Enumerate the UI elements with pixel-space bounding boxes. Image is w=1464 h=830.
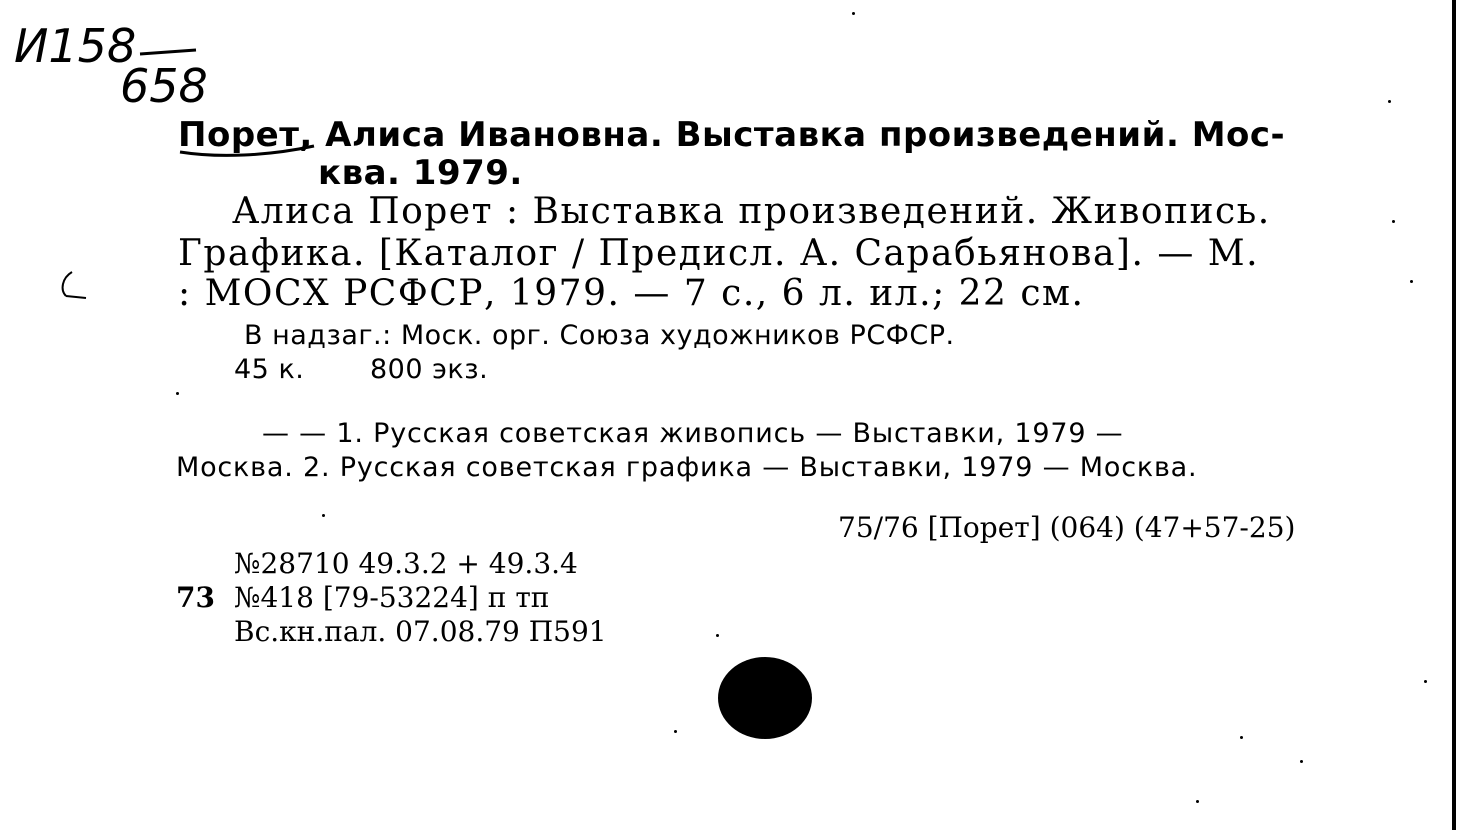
card-edge-border	[1452, 0, 1456, 830]
handwritten-call-number-bottom: 658	[120, 59, 208, 112]
speck	[1410, 280, 1413, 283]
copies: 800 экз.	[370, 354, 489, 385]
punch-hole	[718, 657, 812, 739]
speck	[1392, 220, 1395, 223]
speck	[1424, 680, 1427, 683]
record-line-3: Вс.кн.пал. 07.08.79 П591	[234, 615, 607, 648]
record-prefix: 73	[176, 581, 215, 614]
speck	[176, 392, 179, 395]
heading-line-2: ква. 1979.	[318, 153, 523, 193]
note-line: В надзаг.: Моск. орг. Союза художников РСФСР.	[244, 320, 955, 351]
speck	[1300, 760, 1303, 763]
speck	[1196, 800, 1199, 803]
margin-pencil-mark	[54, 268, 94, 302]
classification-index: 75/76 [Порет] (064) (47+57-25)	[838, 511, 1296, 544]
title-line-2: Графика. [Каталог / Предисл. А. Сарабьянова]. — М.	[178, 233, 1260, 274]
speck	[852, 12, 855, 15]
title-line-3: : МОСХ РСФСР, 1979. — 7 с., 6 л. ил.; 22 см.	[178, 273, 1085, 314]
record-line-1: №28710 49.3.2 + 49.3.4	[234, 547, 578, 580]
speck	[322, 514, 325, 517]
speck	[1388, 100, 1391, 103]
subject-line-2: Москва. 2. Русская советская графика — Выставки, 1979 — Москва.	[176, 452, 1198, 483]
handwritten-call-number	[12, 12, 232, 112]
record-line-2: №418 [79-53224] п тп	[234, 581, 550, 614]
heading-line-1: Порет, Алиса Ивановна. Выставка произведений. Мос-	[178, 115, 1286, 155]
speck	[674, 730, 677, 733]
title-line-1: Алиса Порет : Выставка произведений. Живопись.	[232, 191, 1271, 232]
speck	[1240, 736, 1243, 739]
subject-line-1: — — 1. Русская советская живопись — Выставки, 1979 —	[262, 418, 1124, 449]
speck	[716, 634, 719, 637]
handwritten-call-number-top: И158	[14, 19, 137, 73]
price: 45 к.	[234, 354, 305, 385]
